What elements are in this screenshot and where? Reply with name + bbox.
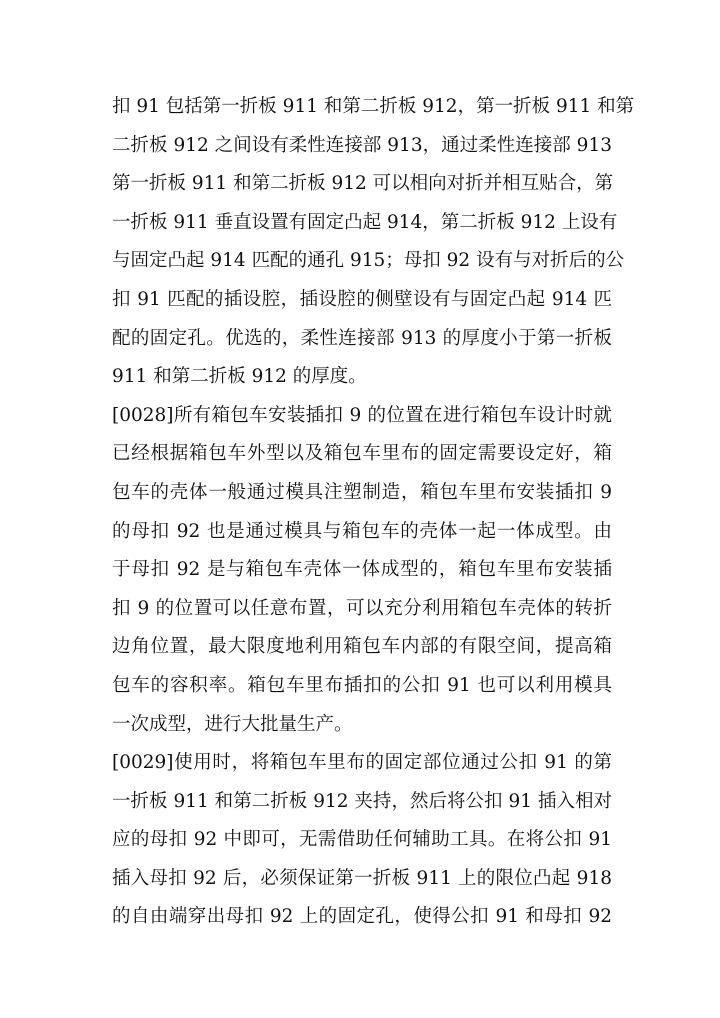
text-line: 边角位置，最大限度地利用箱包车内部的有限空间，提高箱: [112, 636, 612, 658]
text-line: 已经根据箱包车外型以及箱包车里布的固定需要设定好，箱: [112, 443, 612, 465]
text-line: 一折板 911 和第二折板 912 夹持，然后将公扣 91 插入相对: [112, 790, 612, 812]
text-line: 应的母扣 92 中即可，无需借助任何辅助工具。在将公扣 91: [112, 829, 612, 851]
text-line: 的自由端穿出母扣 92 上的固定孔，使得公扣 91 和母扣 92: [112, 906, 612, 928]
paragraph-0028-line: [0028]所有箱包车安装插扣 9 的位置在进行箱包车设计时就: [112, 404, 612, 426]
text-line: 扣 91 匹配的插设腔，插设腔的侧壁设有与固定凸起 914 匹: [112, 288, 612, 310]
text-line: 第一折板 911 和第二折板 912 可以相向对折并相互贴合，第: [112, 173, 614, 195]
document-body: [112, 88, 635, 937]
text-line: 的母扣 92 也是通过模具与箱包车的壳体一起一体成型。由: [112, 520, 612, 542]
text-line: 911 和第二折板 912 的厚度。: [112, 366, 367, 388]
text-line: 插入母扣 92 后，必须保证第一折板 911 上的限位凸起 918: [112, 867, 612, 889]
paragraph-0029-line: [0029]使用时，将箱包车里布的固定部位通过公扣 91 的第: [112, 752, 612, 774]
text-line: 配的固定孔。优选的，柔性连接部 913 的厚度小于第一折板: [112, 327, 612, 349]
text-line: 包车的容积率。箱包车里布插扣的公扣 91 也可以利用模具: [112, 674, 612, 696]
text-line: 扣 9 的位置可以任意布置，可以充分利用箱包车壳体的转折: [112, 597, 612, 619]
text-line: 二折板 912 之间设有柔性连接部 913，通过柔性连接部 913: [112, 134, 612, 156]
text-line: 一折板 911 垂直设置有固定凸起 914，第二折板 912 上设有: [112, 211, 618, 233]
text-line: 于母扣 92 是与箱包车壳体一体成型的，箱包车里布安装插: [112, 559, 612, 581]
text-line: 与固定凸起 914 匹配的通孔 915；母扣 92 设有与对折后的公: [112, 250, 625, 272]
text-line: 扣 91 包括第一折板 911 和第二折板 912，第一折板 911 和第: [112, 96, 635, 117]
text-line: 一次成型，进行大批量生产。: [112, 713, 353, 735]
text-line: 包车的壳体一般通过模具注塑制造，箱包车里布安装插扣 9: [112, 481, 612, 503]
